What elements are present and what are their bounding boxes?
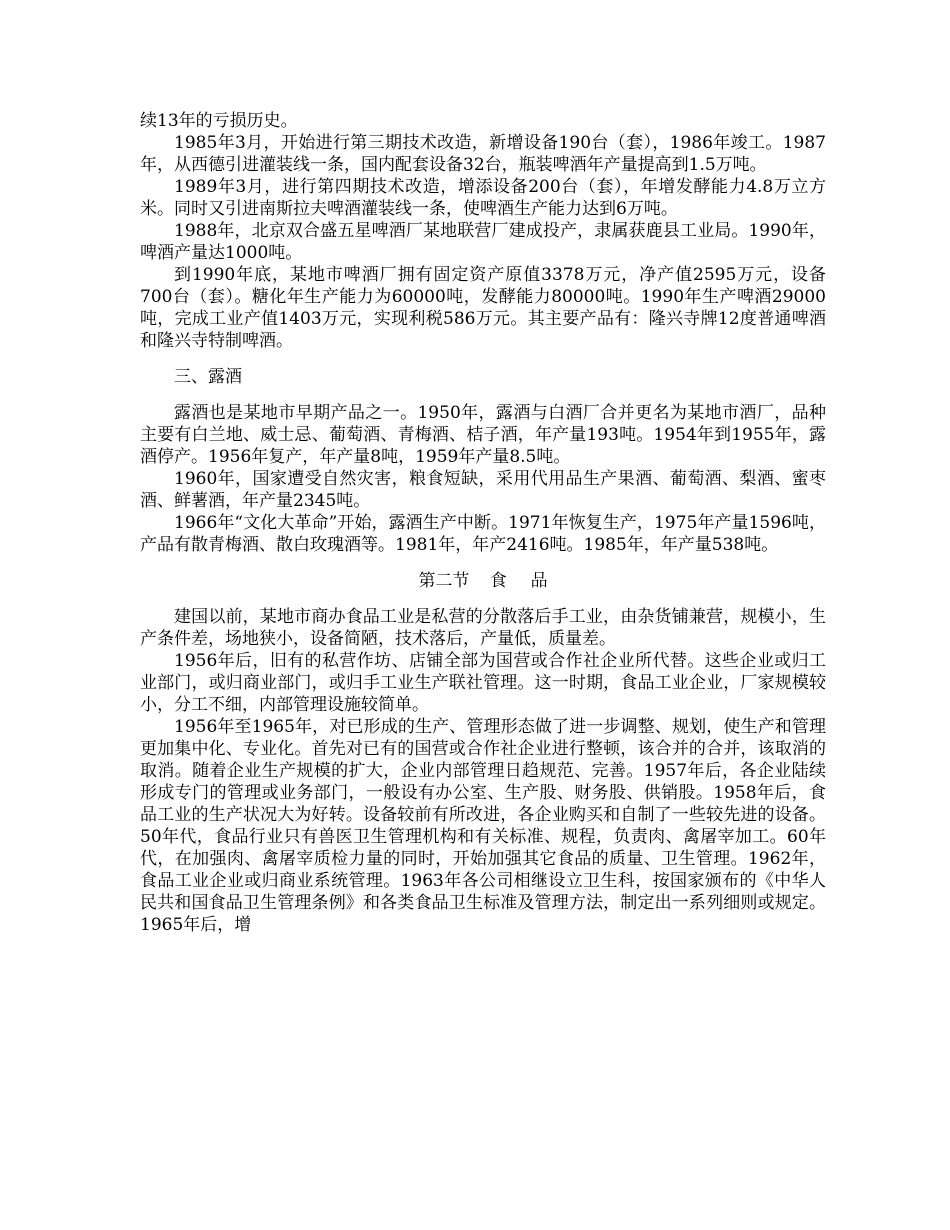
paragraph: 1989年3月，进行第四期技术改造，增添设备200台（套），年增发酵能力4.8万立方米。同时又引进南斯拉夫啤酒灌装线一条，使啤酒生产能力达到6万吨。: [140, 177, 826, 219]
paragraph: 1966年“文化大革命”开始，露酒生产中断。1971年恢复生产，1975年产量1596吨，产品有散青梅酒、散白玫瑰酒等。1981年，年产2416吨。1985年，年产量538吨。: [140, 513, 826, 555]
paragraph: 露酒也是某地市早期产品之一。1950年，露酒与白酒厂合并更名为某地市酒厂，品种主要有白兰地、威士忌、葡萄酒、青梅酒、桔子酒，年产量193吨。1954年到1955年，露酒停产。1956年复产，年产量8吨，1959年产量8.5吨。: [140, 403, 826, 467]
paragraph: 1956年至1965年，对已形成的生产、管理形态做了进一步调整、规划，使生产和管理更加集中化、专业化。首先对已有的国营或合作社企业进行整顿，该合并的合并，该取消的取消。随着企业生产规模的扩大，企业内部管理日趋规范、完善。1957年后，各企业陆续形成专门的管理或业务部门，一般设有办公室、生产股、财务股、供销股。1958年后，食品工业的生产状况大为好转。设备较前有所改进，各企业购买和自制了一些较先进的设备。50年代，食品行业只有兽医卫生管理机构和有关标准、规程，负责肉、禽屠宰加工。60年代，在加强肉、禽屠宰质检力量的同时，开始加强其它食品的质量、卫生管理。1962年，食品工业企业或归商业系统管理。1963年各公司相继设立卫生科，按国家颁布的《中华人民共和国食品卫生管理条例》和各类食品卫生标准及管理方法，制定出一系列细则或规定。1965年后，增: [140, 717, 826, 935]
paragraph: 建国以前，某地市商办食品工业是私营的分散落后手工业，由杂货铺兼营，规模小，生产条件差，场地狭小，设备简陋，技术落后，产量低，质量差。: [140, 607, 826, 649]
document-body: [140, 110, 826, 936]
paragraph: 1985年3月，开始进行第三期技术改造，新增设备190台（套），1986年竣工。1987年，从西德引进灌装线一条，国内配套设备32台，瓶装啤酒年产量提高到1.5万吨。: [140, 133, 826, 175]
paragraph: 1956年后，旧有的私营作坊、店铺全部为国营或合作社企业所代替。这些企业或归工业部门，或归商业部门，或归手工业生产联社管理。这一时期，食品工业企业，厂家规模较小，分工不细，内部管理设施较简单。: [140, 651, 826, 715]
paragraph: 1988年，北京双合盛五星啤酒厂某地联营厂建成投产，隶属获鹿县工业局。1990年，啤酒产量达1000吨。: [140, 221, 826, 263]
paragraph: 到1990年底，某地市啤酒厂拥有固定资产原值3378万元，净产值2595万元，设备700台（套）。糖化年生产能力为60000吨，发酵能力80000吨。1990年生产啤酒29000吨，完成工业产值1403万元，实现利税586万元。其主要产品有：隆兴寺牌12度普通啤酒和隆兴寺特制啤酒。: [140, 265, 826, 351]
section-title-number: 第二节: [418, 571, 470, 591]
section-title-word1: 食: [489, 571, 507, 591]
subheading-lujiu: 三、露酒: [174, 367, 242, 387]
section-title: [140, 570, 826, 592]
paragraph: 1960年，国家遭受自然灾害，粮食短缺，采用代用品生产果酒、葡萄酒、梨酒、蜜枣酒、鲜薯酒，年产量2345吨。: [140, 469, 826, 511]
section-title-word2: 品: [530, 571, 548, 591]
paragraph: 续13年的亏损历史。: [140, 111, 298, 131]
